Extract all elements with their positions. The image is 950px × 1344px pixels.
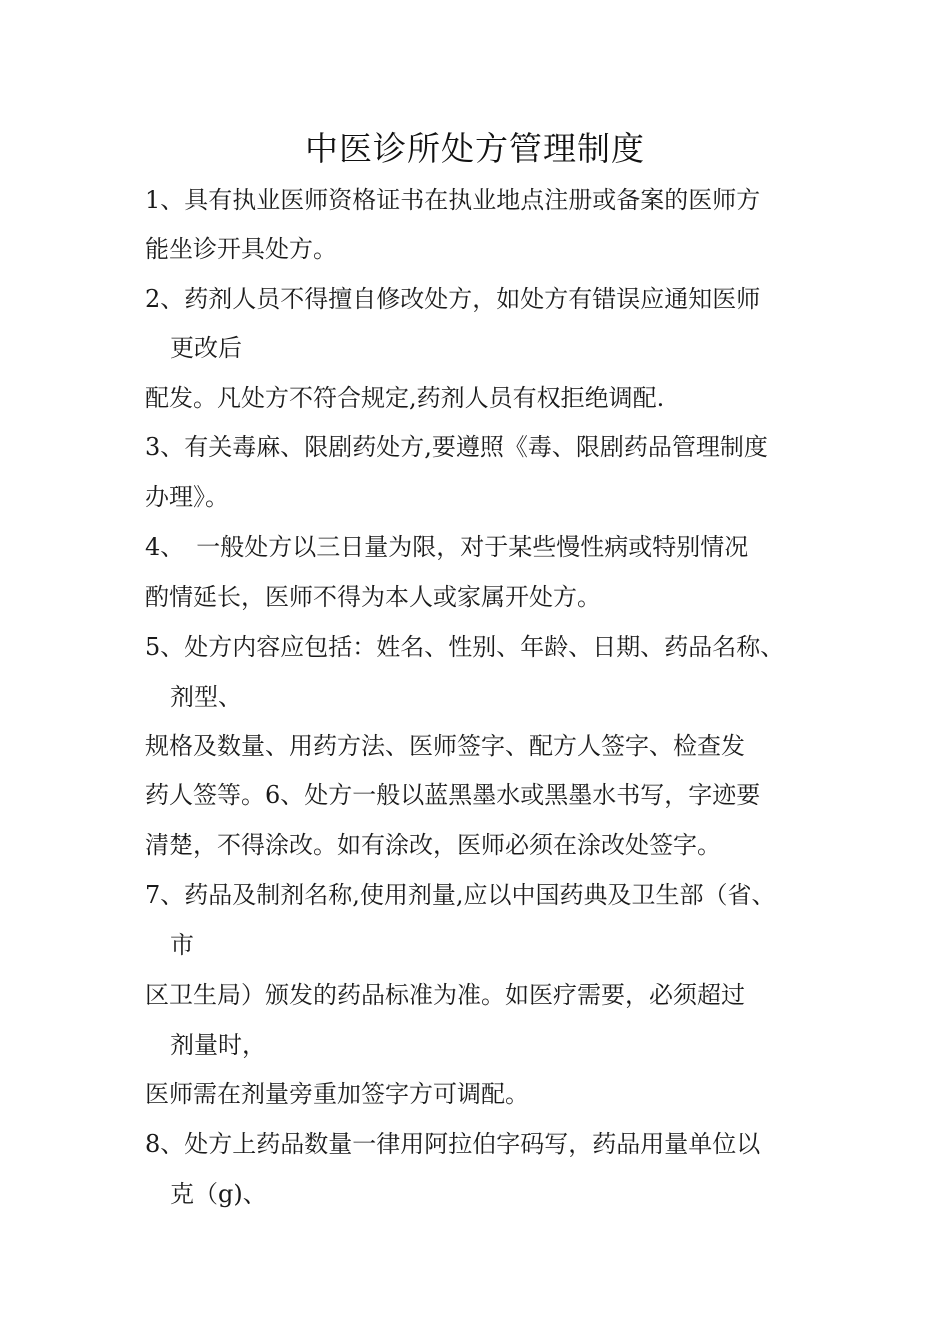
text-line: 药人签等。6、处方一般以蓝黑墨水或黑墨水书写，字迹要 <box>145 781 761 809</box>
text-line: 酌情延长，医师不得为本人或家属开处方。 <box>145 583 601 611</box>
text-line: 剂型、 <box>170 683 242 711</box>
text-line: 5、处方内容应包括：姓名、性别、年龄、日期、药品名称、 <box>145 633 785 661</box>
text-line: 清楚，不得涂改。如有涂改，医师必须在涂改处签字。 <box>145 831 721 859</box>
text-line: 市 <box>170 931 194 959</box>
text-line: 4、 一般处方以三日量为限，对于某些慢性病或特别情况 <box>145 533 749 561</box>
text-line: 2、药剂人员不得擅自修改处方，如处方有错误应通知医师 <box>145 285 761 313</box>
text-line: 办理》。 <box>145 483 229 511</box>
text-line: 医师需在剂量旁重加签字方可调配。 <box>145 1080 529 1108</box>
text-line: 剂量时， <box>170 1031 266 1059</box>
text-line: 7、药品及制剂名称,使用剂量,应以中国药典及卫生部（省、 <box>145 881 776 909</box>
text-line: 克（g)、 <box>170 1180 267 1208</box>
document-title: 中医诊所处方管理制度 <box>305 129 645 168</box>
text-line: 区卫生局）颁发的药品标准为准。如医疗需要，必须超过 <box>145 981 745 1009</box>
text-line: 更改后 <box>170 334 242 362</box>
text-line: 能坐诊开具处方。 <box>145 235 337 263</box>
text-line: 1、具有执业医师资格证书在执业地点注册或备案的医师方 <box>145 186 761 214</box>
text-line: 8、处方上药品数量一律用阿拉伯字码写，药品用量单位以 <box>145 1130 761 1158</box>
text-line: 配发。凡处方不符合规定,药剂人员有权拒绝调配. <box>145 384 665 412</box>
text-line: 规格及数量、用药方法、医师签字、配方人签字、检查发 <box>145 732 745 760</box>
text-line: 3、有关毒麻、限剧药处方,要遵照《毒、限剧药品管理制度 <box>145 433 768 461</box>
